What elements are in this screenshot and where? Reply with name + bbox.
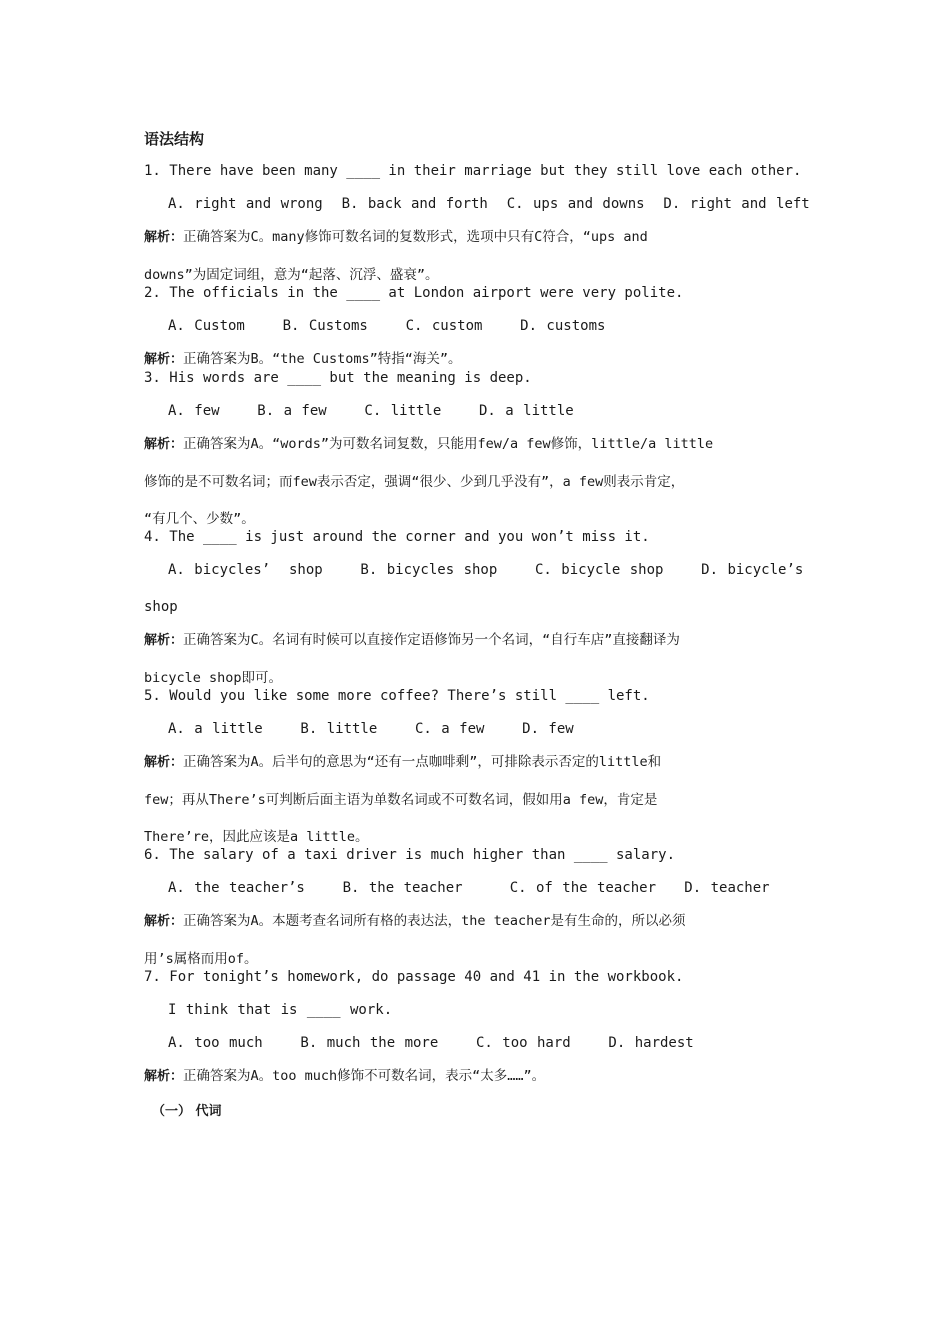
analysis-text: 正确答案为A。本题考查名词所有格的表达法，the teacher是有生命的，所以必须 [183,913,686,929]
question-options-continued: shop [144,599,178,615]
subsection-heading: （一） 代词 [152,1104,222,1119]
question-options: A. too much B. much the more C. too hard D. hardest [168,1035,694,1051]
question-4 [144,528,808,687]
question-options: A. a little B. little C. a few D. few [168,721,574,737]
analysis-text: 用’s属格而用of。 [144,951,258,967]
analysis-label: 解析： [144,1069,184,1084]
question-6 [144,846,808,968]
question-options: A. the teacher’s B. the teacher C. of the teacher D. teacher [168,880,770,896]
question-7 [144,968,808,1086]
analysis-label: 解析： [144,230,184,245]
question-stem: 2. The officials in the ____ at London airport were very polite. [144,285,684,301]
question-analysis [144,912,808,968]
analysis-label: 解析： [144,633,184,648]
question-stem-continued: I think that is ____ work. [168,1002,393,1018]
question-analysis [144,753,808,846]
question-options: A. bicycles’ shop B. bicycles shop C. bicycle shop D. bicycle’s [168,562,804,578]
question-stem: 1. There have been many ____ in their marriage but they still love each other. [144,163,802,179]
question-analysis [144,1067,808,1086]
analysis-text: “有几个、少数”。 [144,511,255,527]
analysis-label: 解析： [144,755,184,770]
analysis-label: 解析： [144,352,184,367]
analysis-text: bicycle shop即可。 [144,670,283,686]
question-analysis [144,350,808,369]
analysis-label: 解析： [144,437,184,452]
analysis-text: few；再从There’s可判断后面主语为单数名词或不可数名词，假如用a few，肯定是 [144,792,658,808]
question-2 [144,284,808,369]
analysis-text: 正确答案为C。many修饰可数名词的复数形式，选项中只有C符合，“ups and [183,229,648,245]
question-stem: 6. The salary of a taxi driver is much higher than ____ salary. [144,847,676,863]
analysis-text: downs”为固定词组，意为“起落、沉浮、盛衰”。 [144,267,439,283]
analysis-label: 解析： [144,914,184,929]
question-3 [144,369,808,528]
question-stem: 7. For tonight’s homework, do passage 40 and 41 in the workbook. [144,969,684,985]
question-stem: 5. Would you like some more coffee? There’s still ____ left. [144,688,650,704]
document-page [144,120,808,1119]
question-analysis [144,631,808,687]
analysis-text: There’re，因此应该是a little。 [144,829,369,845]
section-title: 语法结构 [144,130,205,148]
question-options: A. Custom B. Customs C. custom D. customs [168,318,606,334]
question-stem: 3. His words are ____ but the meaning is deep. [144,370,532,386]
question-options: A. few B. a few C. little D. a little [168,403,574,419]
analysis-text: 正确答案为B。“the Customs”特指“海关”。 [183,351,462,367]
question-analysis [144,228,808,284]
analysis-text: 正确答案为A。“words”为可数名词复数，只能用few/a few修饰，little/a little [183,436,714,452]
question-1 [144,162,808,284]
analysis-text: 正确答案为A。后半句的意思为“还有一点咖啡剩”，可排除表示否定的little和 [183,754,662,770]
question-stem: 4. The ____ is just around the corner and you won’t miss it. [144,529,650,545]
analysis-text: 正确答案为A。too much修饰不可数名词，表示“太多……”。 [183,1068,546,1084]
analysis-text: 正确答案为C。名词有时候可以直接作定语修饰另一个名词，“自行车店”直接翻译为 [183,632,680,648]
analysis-text: 修饰的是不可数名词；而few表示否定，强调“很少、少到几乎没有”，a few则表示肯定， [144,474,685,490]
question-5 [144,687,808,846]
question-options: A. right and wrong B. back and forth C. ups and downs D. right and left [168,196,810,212]
question-analysis [144,435,808,528]
